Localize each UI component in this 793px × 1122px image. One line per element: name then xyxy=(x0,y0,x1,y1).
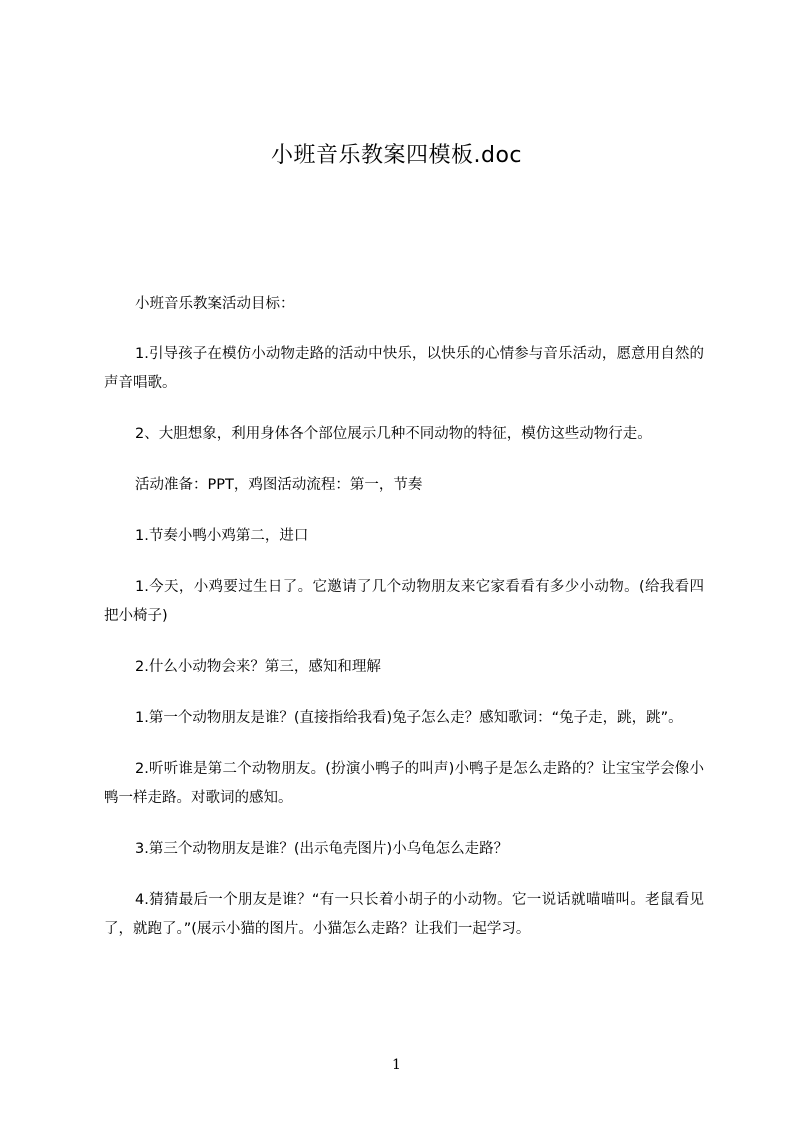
paragraph-activity-goals-heading: 小班音乐教案活动目标： xyxy=(135,296,295,312)
page-number: 1 xyxy=(392,1057,401,1073)
paragraph-goal-1: 1.引导孩子在模仿小动物走路的活动中快乐，以快乐的心情参与音乐活动，愿意用自然的声音唱歌。 xyxy=(104,346,704,391)
paragraph-duck: 2.听听谁是第二个动物朋友。(扮演小鸭子的叫声)小鸭子是怎么走路的？让宝宝学会像小鸭一样走路。对歌词的感知。 xyxy=(104,761,704,806)
paragraph-goal-2: 2、大胆想象，利用身体各个部位展示几种不同动物的特征，模仿这些动物行走。 xyxy=(135,426,652,442)
paragraph-preparation: 活动准备：PPT，鸡图活动流程：第一，节奏 xyxy=(135,477,423,493)
paragraph-rhythm: 1.节奏小鸭小鸡第二，进口 xyxy=(135,528,309,544)
paragraph-turtle: 3.第三个动物朋友是谁？(出示龟壳图片)小乌龟怎么走路？ xyxy=(135,841,509,857)
document-body xyxy=(104,290,704,966)
paragraph-cat: 4.猜猜最后一个朋友是谁？“有一只长着小胡子的小动物。它一说话就喵喵叫。老鼠看见了，就跑了。”(展示小猫的图片。小猫怎么走路？让我们一起学习。 xyxy=(104,892,704,937)
paragraph-birthday: 1.今天，小鸡要过生日了。它邀请了几个动物朋友来它家看看有多少小动物。(给我看四把小椅子) xyxy=(104,579,704,624)
paragraph-which-animals: 2.什么小动物会来？第三，感知和理解 xyxy=(135,659,381,675)
paragraph-rabbit: 1.第一个动物朋友是谁？(直接指给我看)兔子怎么走？感知歌词：“兔子走，跳，跳”。 xyxy=(135,710,683,726)
document-title: 小班音乐教案四模板.doc xyxy=(270,143,522,168)
